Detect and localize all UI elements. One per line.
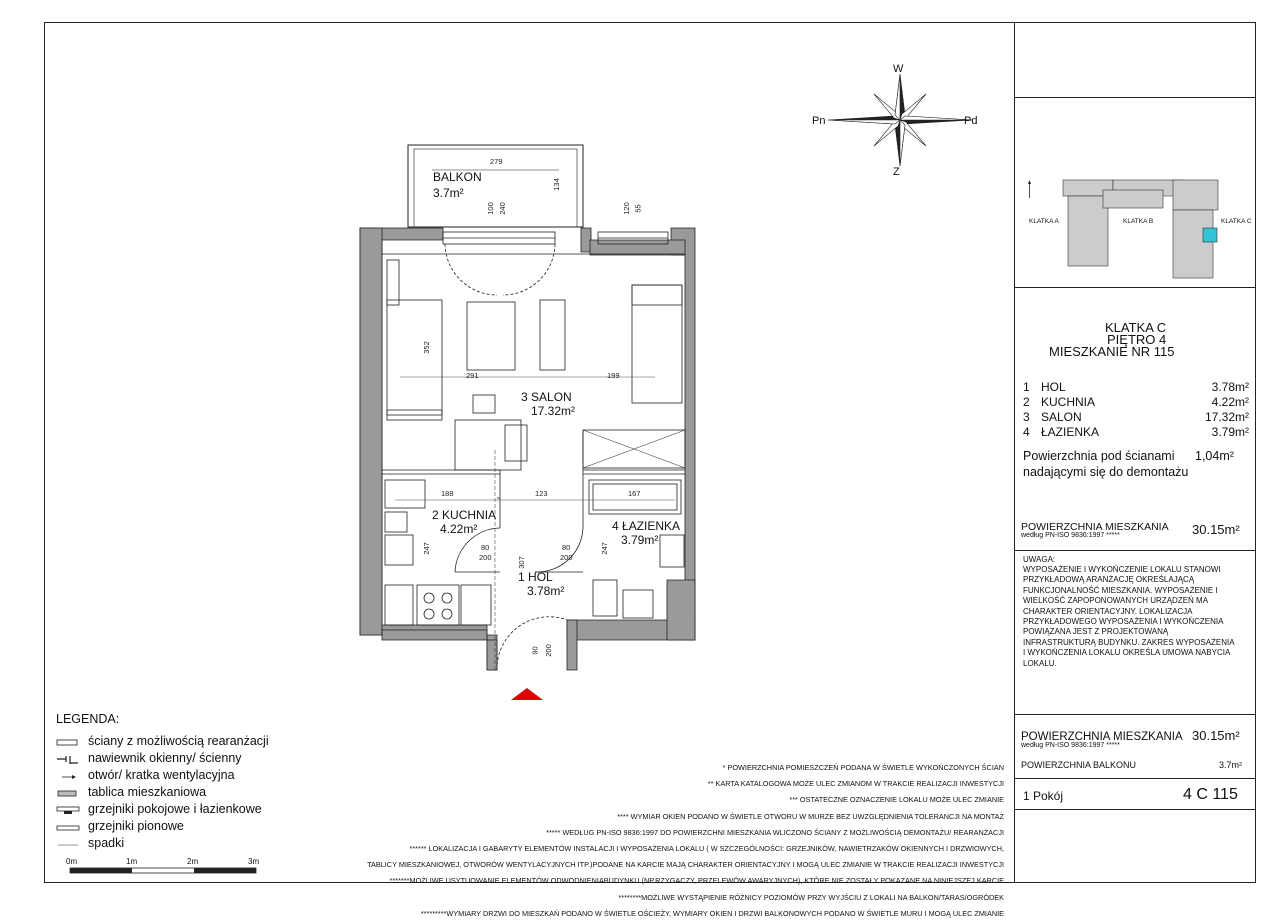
compass-rose xyxy=(818,58,988,182)
room-num: 2 xyxy=(1023,395,1030,409)
dim-167: 167 xyxy=(628,489,641,498)
room-area: 4.22m² xyxy=(1211,395,1249,409)
dim-199: 199 xyxy=(607,371,620,380)
dim-55: 55 xyxy=(633,204,643,213)
compass-north: W xyxy=(893,63,904,75)
footnote-line: * POWIERZCHNIA POMIESZCZEŃ PODANA W ŚWIETLE WYKOŃCZONYCH ŚCIAN xyxy=(722,763,1004,772)
kuchnia-area: 4.22m² xyxy=(440,522,478,536)
lazienka-name: ŁAZIENKA xyxy=(622,519,681,533)
uwaga-line: POWIĄZANA JEST Z PROJEKTOWANĄ xyxy=(1023,627,1169,637)
summary-area-norm: według PN-ISO 9836:1997 ***** xyxy=(1021,742,1120,749)
uwaga-line: WIELKOŚĆ ZAPOPONOWANYCH URZĄDZEŃ MA xyxy=(1023,596,1209,606)
radiator-symbol-icon xyxy=(56,806,80,815)
legend-label: tablica mieszkaniowa xyxy=(88,785,207,799)
mieszkanie-title: MIESZKANIE NR 115 xyxy=(1049,344,1175,359)
panel-symbol-icon xyxy=(56,789,80,798)
wall-symbol-icon xyxy=(56,738,80,747)
scale-0: 0m xyxy=(66,857,78,866)
uwaga-title: UWAGA: xyxy=(1023,555,1056,564)
dim-123: 123 xyxy=(535,489,548,498)
legend-item-radiators xyxy=(56,802,286,818)
room-name: SALON xyxy=(1041,410,1082,424)
dim-90: 90 xyxy=(530,646,540,655)
pietro-title: PIĘTRO 4 xyxy=(1107,332,1167,347)
summary-balcony-value: 3.7m² xyxy=(1219,760,1243,770)
room-area: 17.32m² xyxy=(1204,410,1249,424)
legend-title: LEGENDA: xyxy=(56,712,120,726)
room-row-salon xyxy=(1023,410,1249,425)
scale-1: 1m xyxy=(126,857,138,866)
footnote-line: TABLICY MIESZKANIOWEJ, OTWORÓW WENTYLACYJNYCH ITP.)PODANE NA KARCIE MAJĄ CHARAKTER ORIENTACYJNY I MOGĄ ULEC ZMIANIE W TRAKCIE REALIZACJI INWESTYCJI xyxy=(367,860,1004,870)
hol-name: HOL xyxy=(528,570,553,584)
lazienka-area: 3.79m² xyxy=(621,533,659,547)
dim-188: 188 xyxy=(441,489,454,498)
walls-note-line2: nadającymi się do demontażu xyxy=(1023,465,1189,479)
keyplan-label-b: KLATKA B xyxy=(1123,218,1154,225)
dim-120: 120 xyxy=(621,202,631,215)
room-area: 3.78m² xyxy=(1211,380,1249,394)
total-area-label: POWIERZCHNIA MIESZKANIA xyxy=(1021,521,1169,533)
legend-label: grzejniki pokojowe i łazienkowe xyxy=(88,802,262,816)
footnote-line: *********WYMIARY DRZWI DO MIESZKAŃ PODANO W ŚWIETLE OŚCIEŻY, WYMIARY OKIEN I DRZWI BALKONOWYCH PODANO W ŚWIETLE MURU I MOGĄ ULEC ZMIANIE xyxy=(420,908,1004,918)
uwaga-line: CHARAKTER ORIENTACYJNY. LOKALIZACJA xyxy=(1023,606,1193,616)
compass-west: Pn xyxy=(812,115,826,127)
rooms-count: 1 Pokój xyxy=(1023,789,1064,803)
uwaga-box xyxy=(1015,551,1256,715)
dim-100: 100 xyxy=(485,202,495,215)
dim-200-kitchen-door: 200 xyxy=(479,553,492,562)
klatka-title: KLATKA C xyxy=(1105,320,1167,335)
compass-south: Z xyxy=(893,166,900,178)
code-box xyxy=(1015,779,1256,810)
total-area-norm: według PN-ISO 9836:1997 ***** xyxy=(1021,532,1120,539)
footnote-line: *** OSTATECZNE OZNACZENIE LOKALU MOŻE ULEC ZMIANIE xyxy=(789,795,1004,805)
footnote-line: *******MOŻLIWE USYTUOWANIE ELEMENTÓW ODWODNIENIABUDYNKU (NP.RZYGACZY, PRZELEWÓW AWARYJNYCH), KTÓRE NIE ZOSTAŁY POKAZANE NA NINIEJSZEJ KARCIE xyxy=(389,876,1004,886)
footnote-line: ****** LOKALIZACJA I GABARYTY ELEMENTÓW INSTALACJI I WYPOSAŻENIA LOKALU ( W SZCZEGÓLNOŚCI: GRZEJNIKÓW, NAWIETRZAKÓW OKIENNYCH I DRZWIOWYCH, xyxy=(409,844,1004,854)
room-name: HOL xyxy=(1041,380,1066,394)
dim-247-kitchen: 247 xyxy=(421,542,431,555)
keyplan-label-a: KLATKA A xyxy=(1029,218,1059,225)
summary-area-label: POWIERZCHNIA MIESZKANIA xyxy=(1021,731,1183,743)
info-panel xyxy=(1015,22,1256,883)
uwaga-line: PRZYKŁADOWĄ ARANŻACJĘ OKREŚLAJĄCĄ xyxy=(1023,575,1195,585)
legend-label: nawiewnik okienny/ ścienny xyxy=(88,751,242,765)
apartment-code: 4 C 115 xyxy=(1183,786,1238,803)
dim-200-entry: 200 xyxy=(543,644,553,657)
uwaga-line: LOKALU. xyxy=(1023,658,1057,668)
dim-240: 240 xyxy=(497,202,507,215)
hol-num: 1 xyxy=(518,570,525,584)
summary-area-value: 30.15m² xyxy=(1192,728,1240,743)
scale-bar-graphic xyxy=(70,867,260,875)
dim-247-bath: 247 xyxy=(599,542,609,555)
legend-item-vent xyxy=(56,751,286,767)
legend-label: grzejniki pionowe xyxy=(88,819,184,833)
balcony-area: 3.7m² xyxy=(433,186,464,200)
footnote-line: ***** WEDŁUG PN-ISO 9836:1997 DO POWIERZCHNI MIESZKANIA WLICZONO ŚCIANY Z MOŻLIWOŚCIĄ DEMONTAŻU/ REARANŻACJI xyxy=(546,827,1004,837)
hol-label xyxy=(518,570,553,584)
room-row-hol xyxy=(1023,380,1249,395)
balcony-name: BALKON xyxy=(433,170,482,184)
room-row-kuchnia xyxy=(1023,395,1249,410)
legend-item-walls xyxy=(56,734,286,750)
dim-291: 291 xyxy=(466,371,479,380)
dim-307: 307 xyxy=(516,556,526,569)
legend-label: spadki xyxy=(88,836,125,850)
footnotes xyxy=(304,760,1004,922)
salon-num: 3 xyxy=(521,390,528,404)
opening-symbol-icon xyxy=(56,772,80,781)
legend-item-panel xyxy=(56,785,286,801)
dim-80-kitchen-door: 80 xyxy=(481,543,490,552)
legend-item-opening xyxy=(56,768,286,784)
salon-area: 17.32m² xyxy=(531,404,576,418)
walls-area: 1,04m² xyxy=(1195,449,1234,463)
dim-134: 134 xyxy=(551,178,561,191)
lazienka-num: 4 xyxy=(612,519,619,533)
floor-plan xyxy=(355,140,705,700)
dim-200-bath-door: 200 xyxy=(560,553,573,562)
footnote-line: ** KARTA KATALOGOWA MOŻE ULEC ZMIANOM W TRAKCIE REALIZACJI INWESTYCJI xyxy=(707,779,1004,789)
vertical-radiator-symbol-icon xyxy=(56,823,80,832)
summary-balcony-label: POWIERZCHNIA BALKONU xyxy=(1021,760,1137,770)
uwaga-line: I WYKOŃCZENIA LOKALU OKREŚLA UMOWA NABYCIA xyxy=(1023,648,1231,658)
total-area-value: 30.15m² xyxy=(1192,522,1240,537)
room-name: ŁAZIENKA xyxy=(1041,425,1100,439)
key-plan xyxy=(1023,176,1255,276)
compass-east: Pd xyxy=(964,115,978,127)
footnote-line: **** WYMIAR OKIEN PODANO W ŚWIETLE OTWORU W MURZE BEZ UWZGLĘDNIENIA TOLERANCJI NA MONTAŻ xyxy=(617,811,1004,821)
hol-area: 3.78m² xyxy=(527,584,565,598)
uwaga-line: INFRASTRUKTURĄ BUDYNKU. ZAKRES WYPOSAŻENIA xyxy=(1023,637,1235,647)
salon-label xyxy=(521,390,572,404)
uwaga-line: WYPOSAŻENIE I WYKOŃCZENIE LOKALU STANOWI xyxy=(1023,565,1221,574)
salon-name: SALON xyxy=(531,390,572,404)
dim-352: 352 xyxy=(421,341,431,354)
vent-symbol-icon xyxy=(56,755,80,764)
room-area: 3.79m² xyxy=(1211,425,1249,439)
key-plan-box xyxy=(1015,98,1256,288)
room-name: KUCHNIA xyxy=(1041,395,1096,409)
legend-item-vertical-radiators xyxy=(56,819,286,835)
slope-symbol-icon xyxy=(56,840,80,849)
uwaga-line: FUNKCJONALNOŚĆ MIESZKANIA. WYPOSAŻENIE I xyxy=(1023,585,1218,595)
walls-note-line1: Powierzchnia pod ścianami xyxy=(1023,449,1175,463)
footnote-line: ********MOŻLIWE WYSTĄPIENIE RÓŻNICY POZIOMÓW PRZY WYJŚCIU Z LOKALI NA BALKON/TARAS/OGRÓDEK xyxy=(618,892,1004,902)
room-row-lazienka xyxy=(1023,425,1249,440)
scale-3: 3m xyxy=(248,857,260,866)
keyplan-label-c: KLATKA C xyxy=(1221,218,1252,225)
kuchnia-num: 2 xyxy=(432,508,439,522)
room-num: 4 xyxy=(1023,425,1030,439)
kuchnia-label xyxy=(432,508,496,522)
uwaga-line: PRZYKŁADOWEGO WYPOSAŻENIA I WYKOŃCZENIA xyxy=(1023,617,1224,627)
legend-label: otwór/ kratka wentylacyjna xyxy=(88,768,235,782)
dim-279: 279 xyxy=(490,157,503,166)
panel-top-box xyxy=(1015,22,1256,98)
apartment-info-box xyxy=(1015,288,1256,551)
room-num: 1 xyxy=(1023,380,1030,394)
kuchnia-name: KUCHNIA xyxy=(442,508,497,522)
scale-2: 2m xyxy=(187,857,199,866)
dim-80-bath-door: 80 xyxy=(562,543,571,552)
lazienka-label xyxy=(612,519,680,533)
legend-item-slopes xyxy=(56,836,286,852)
legend-label: ściany z możliwością rearanżacji xyxy=(88,734,269,748)
room-num: 3 xyxy=(1023,410,1030,424)
uwaga-text xyxy=(1023,565,1235,669)
summary-box xyxy=(1015,715,1256,779)
